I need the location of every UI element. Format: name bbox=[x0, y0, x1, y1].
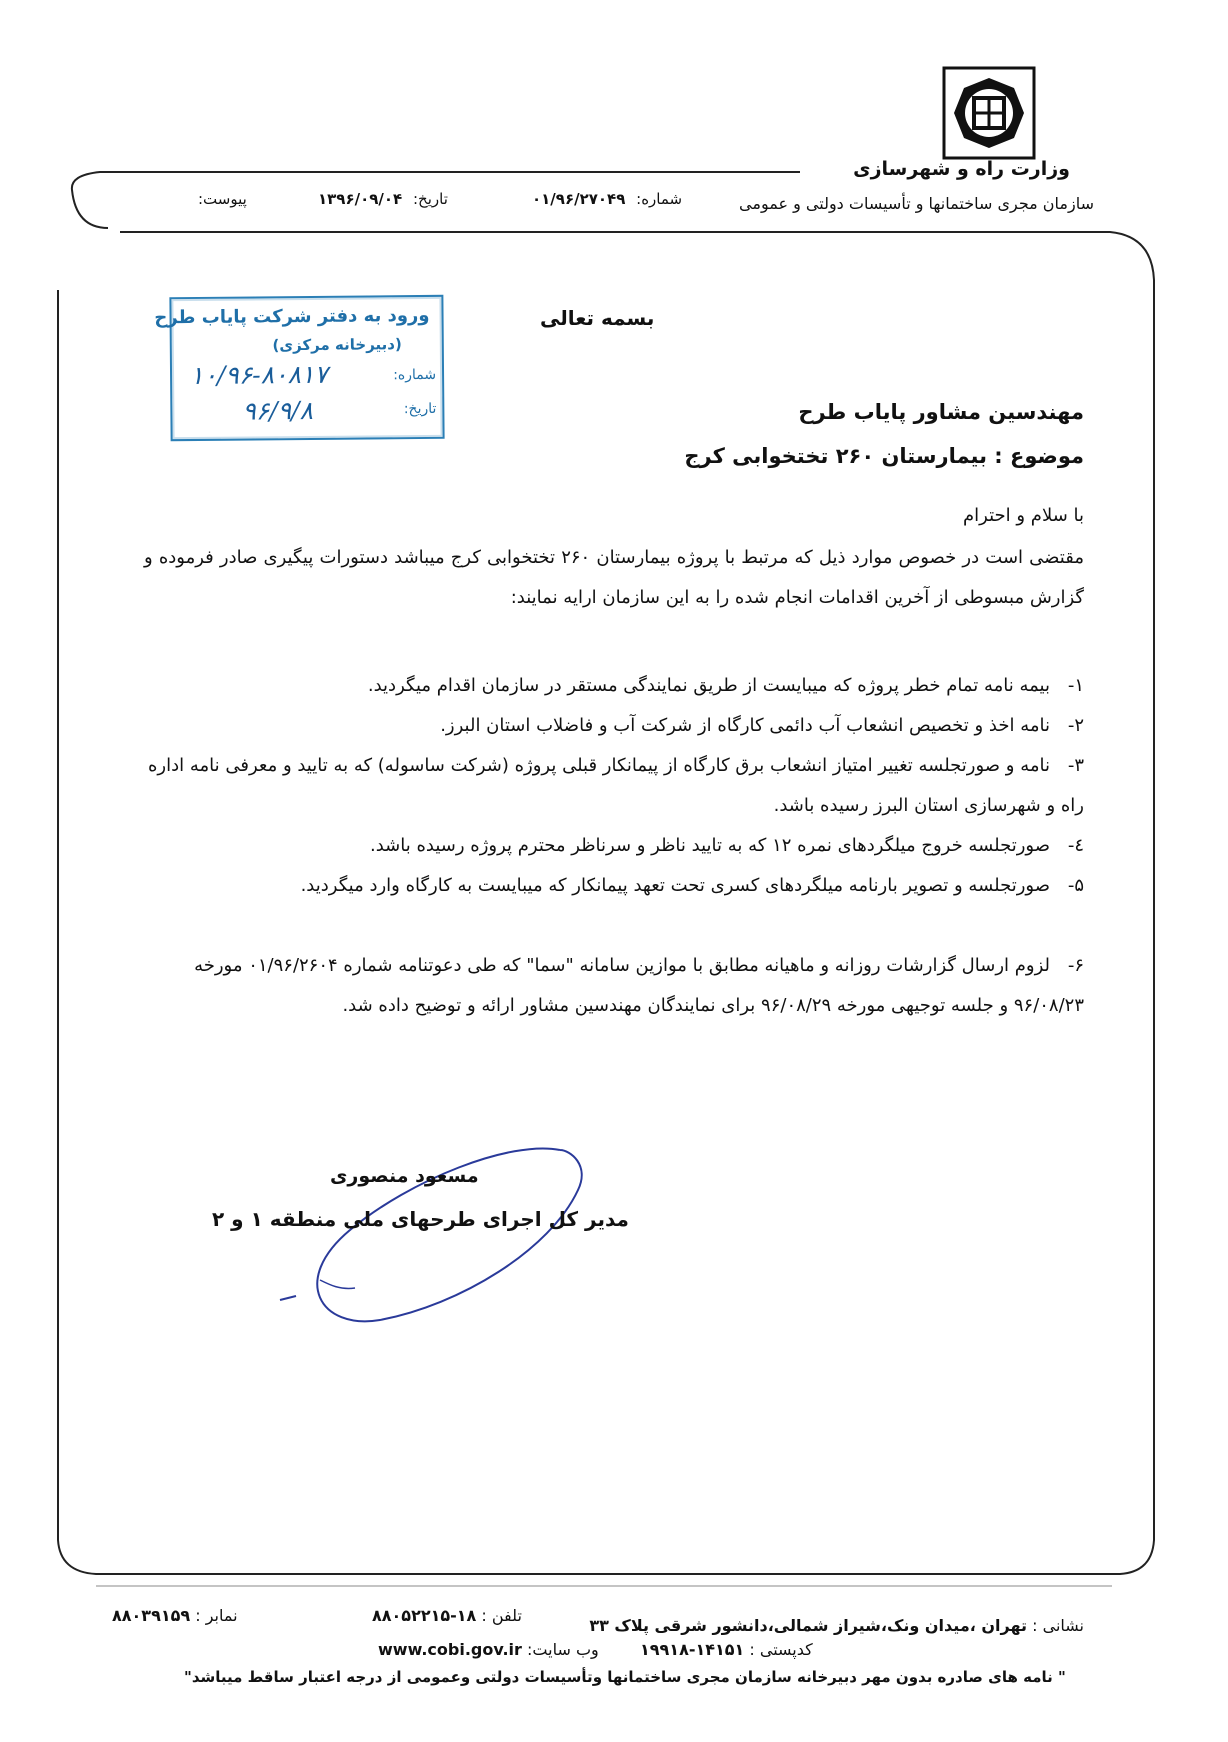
letter-date bbox=[318, 190, 448, 208]
signature-scribble bbox=[260, 1130, 590, 1350]
list-item-number: ۱- bbox=[1067, 675, 1084, 696]
postal-label: کدپستی : bbox=[749, 1640, 813, 1659]
footer-phone bbox=[372, 1606, 522, 1625]
fax-label: نمابر : bbox=[195, 1606, 238, 1625]
address-value: تهران ،میدان ونک،شیراز شمالی،دانشور شرقی پلاک ۳۳ bbox=[589, 1616, 1028, 1635]
organization-name: سازمان مجری ساختمانها و تأسیسات دولتی و عمومی bbox=[739, 194, 1094, 213]
fax-value: ۸۸۰۳۹۱۵۹ bbox=[112, 1606, 191, 1625]
intro-paragraph: مقتضی است در خصوص موارد ذیل که مرتبط با پروژه بیمارستان ۲۶۰ تختخوابی کرج میباشد دستورات پیگیری صادر فرموده و گزارش مبسوطی از آخرین اقدامات انجام شده را به این سازمان ارایه نمایند: bbox=[144, 547, 1084, 608]
list-item-text: نامه اخذ و تخصیص انشعاب آب دائمی کارگاه از شرکت آب و فاضلاب استان البرز. bbox=[440, 715, 1050, 736]
attachment-label: پیوست: bbox=[198, 190, 247, 208]
list-item-number: ٤- bbox=[1067, 835, 1084, 856]
footer-fax bbox=[112, 1606, 238, 1625]
footer-validity-note: " نامه های صادره بدون مهر دبیرخانه سازمان مجری ساختمانها وتأسیسات دولتی وعمومی از درجه اعتبار ساقط میباشد" bbox=[184, 1668, 1066, 1686]
list-item-number: ۶- bbox=[1067, 955, 1084, 976]
list-item bbox=[144, 666, 1084, 706]
bismillah-heading: بسمه تعالی bbox=[540, 306, 655, 330]
list-item-number: ۵- bbox=[1067, 875, 1084, 896]
list-item-text: صورتجلسه و تصویر بارنامه میلگردهای کسری تحت تعهد پیمانکار که میبایست به کارگاه وارد میگردید. bbox=[300, 875, 1050, 896]
list-item-number: ۳- bbox=[1067, 755, 1084, 776]
list-item-text: لزوم ارسال گزارشات روزانه و ماهیانه مطابق با موازین سامانه "سما" که طی دعوتنامه شماره ۰۱/۹۶/۲۶۰۴ مورخه ۹۶/۰۸/۲۳ و جلسه توجیهی مورخه ۹۶/۰۸/۲۹ برای نمایندگان مهندسین مشاور ارائه و توضیح داده شد. bbox=[194, 955, 1084, 1016]
list-item bbox=[144, 746, 1084, 826]
attachment-field bbox=[198, 190, 247, 208]
footer-postal bbox=[640, 1640, 813, 1659]
list-item bbox=[144, 826, 1084, 866]
list-item-text: صورتجلسه خروج میلگردهای نمره ۱۲ که به تایید ناظر و سرناظر محترم پروژه رسیده باشد. bbox=[370, 835, 1050, 856]
subject-line: موضوع : بیمارستان ۲۶۰ تختخوابی کرج bbox=[684, 444, 1084, 468]
letter-date-value: ۱۳۹۶/۰۹/۰۴ bbox=[318, 190, 403, 208]
letter-number bbox=[532, 190, 682, 208]
signer-name: مسعود منصوری bbox=[330, 1165, 479, 1187]
letter-number-label: شماره: bbox=[636, 190, 683, 208]
list-item bbox=[144, 946, 1084, 1026]
stamp-line-2: (دبیرخانه مرکزی) bbox=[272, 335, 402, 355]
letter-date-label: تاریخ: bbox=[412, 190, 448, 208]
ministry-name: وزارت راه و شهرسازی bbox=[853, 158, 1070, 180]
footer-website bbox=[378, 1640, 599, 1659]
list-item bbox=[144, 866, 1084, 906]
stamp-line-1: ورود به دفتر شرکت پایاب طرح bbox=[154, 304, 430, 329]
ministry-logo-icon bbox=[942, 66, 1036, 160]
website-label: وب سایت: bbox=[527, 1640, 599, 1659]
stamp-date-value: ۹۶/۹/۸ bbox=[242, 395, 314, 426]
addressee: مهندسین مشاور پایاب طرح bbox=[798, 400, 1084, 424]
reception-stamp bbox=[154, 295, 444, 441]
address-label: نشانی : bbox=[1032, 1616, 1084, 1635]
list-item bbox=[144, 706, 1084, 746]
stamp-number-value: ۱۰/۹۶-۸۰۸۱۷ bbox=[189, 359, 328, 391]
phone-value: ۱۸-۸۸۰۵۲۲۱۵ bbox=[372, 1606, 477, 1625]
postal-value: ۱۴۱۵۱-۱۹۹۱۸ bbox=[640, 1640, 745, 1659]
stamp-number-label: شماره: bbox=[393, 366, 437, 384]
phone-label: تلفن : bbox=[481, 1606, 522, 1625]
website-link[interactable]: www.cobi.gov.ir bbox=[378, 1640, 522, 1659]
greeting: با سلام و احترام bbox=[963, 505, 1084, 526]
letter-number-value: ۰۱/۹۶/۲۷۰۴۹ bbox=[532, 190, 626, 208]
list-item-number: ۲- bbox=[1067, 715, 1084, 736]
signer-title: مدیر کل اجرای طرحهای ملی منطقه ۱ و ۲ bbox=[212, 1207, 629, 1231]
list-item-text: بیمه نامه تمام خطر پروژه که میبایست از طریق نمایندگی مستقر در سازمان اقدام میگردید. bbox=[367, 675, 1050, 696]
stamp-date-label: تاریخ: bbox=[403, 400, 437, 418]
list-item-text: نامه و صورتجلسه تغییر امتیاز انشعاب برق کارگاه از پیمانکار قبلی پروژه (شرکت ساسوله) که به تایید و معرفی نامه اداره راه و شهرسازی استان البرز رسیده باشد. bbox=[147, 755, 1084, 816]
footer-address bbox=[589, 1616, 1084, 1635]
